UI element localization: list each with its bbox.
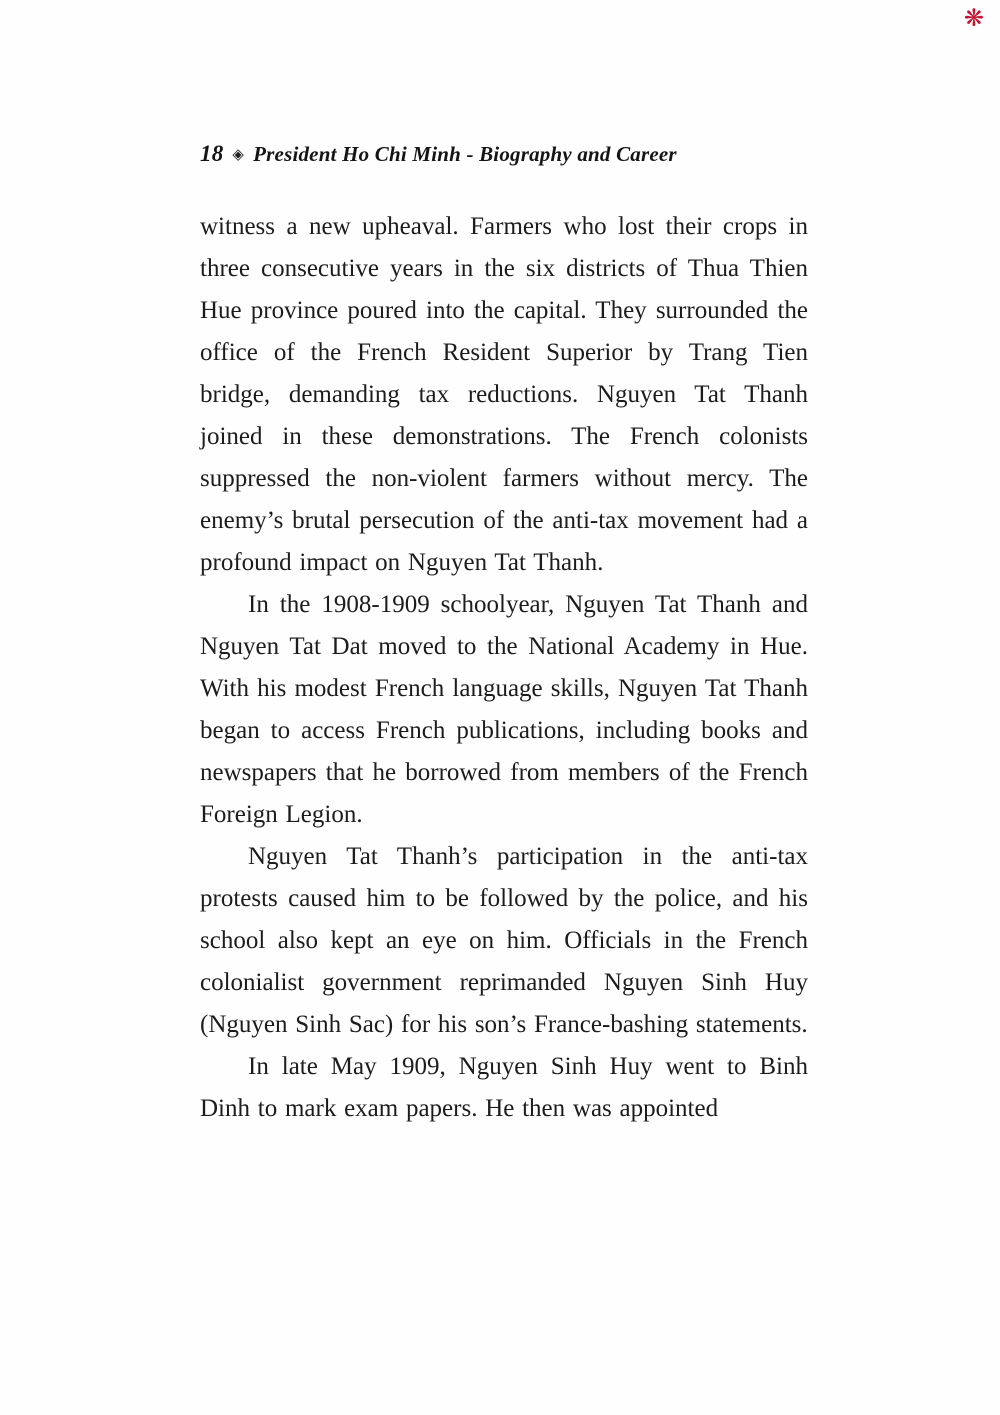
running-title: President Ho Chi Minh - Biography and Career (253, 142, 677, 166)
paragraph: Nguyen Tat Thanh’s participation in the anti-tax protests caused him to be followed by the police, and his school also kept an eye on him. Officials in the French colonialist government reprimanded Nguyen Sinh Huy (Nguyen Sinh Sac) for his son’s France-bashing statements. (200, 843, 808, 1038)
paragraph: In late May 1909, Nguyen Sinh Huy went to Binh Dinh to mark exam papers. He then was appointed (200, 1053, 808, 1122)
paragraph: In the 1908-1909 schoolyear, Nguyen Tat Thanh and Nguyen Tat Dat moved to the National Academy in Hue. With his modest French language skills, Nguyen Tat Thanh began to access French publications, including books and newspapers that he borrowed from members of the French Foreign Legion. (200, 591, 808, 828)
page-body (200, 206, 808, 1130)
flower-icon: ❋ (963, 4, 984, 32)
page-header (200, 141, 840, 167)
paragraph: witness a new upheaval. Farmers who lost their crops in three consecutive years in the six districts of Thua Thien Hue province poured into the capital. They surrounded the office of the French Resident Superior by Trang Tien bridge, demanding tax reductions. Nguyen Tat Thanh joined in these demonstrations. The French colonists suppressed the non-violent farmers without mercy. The enemy’s brutal persecution of the anti-tax movement had a profound impact on Nguyen Tat Thanh. (200, 213, 808, 576)
page-number: 18 (200, 141, 224, 166)
diamond-icon: ◈ (232, 145, 245, 163)
